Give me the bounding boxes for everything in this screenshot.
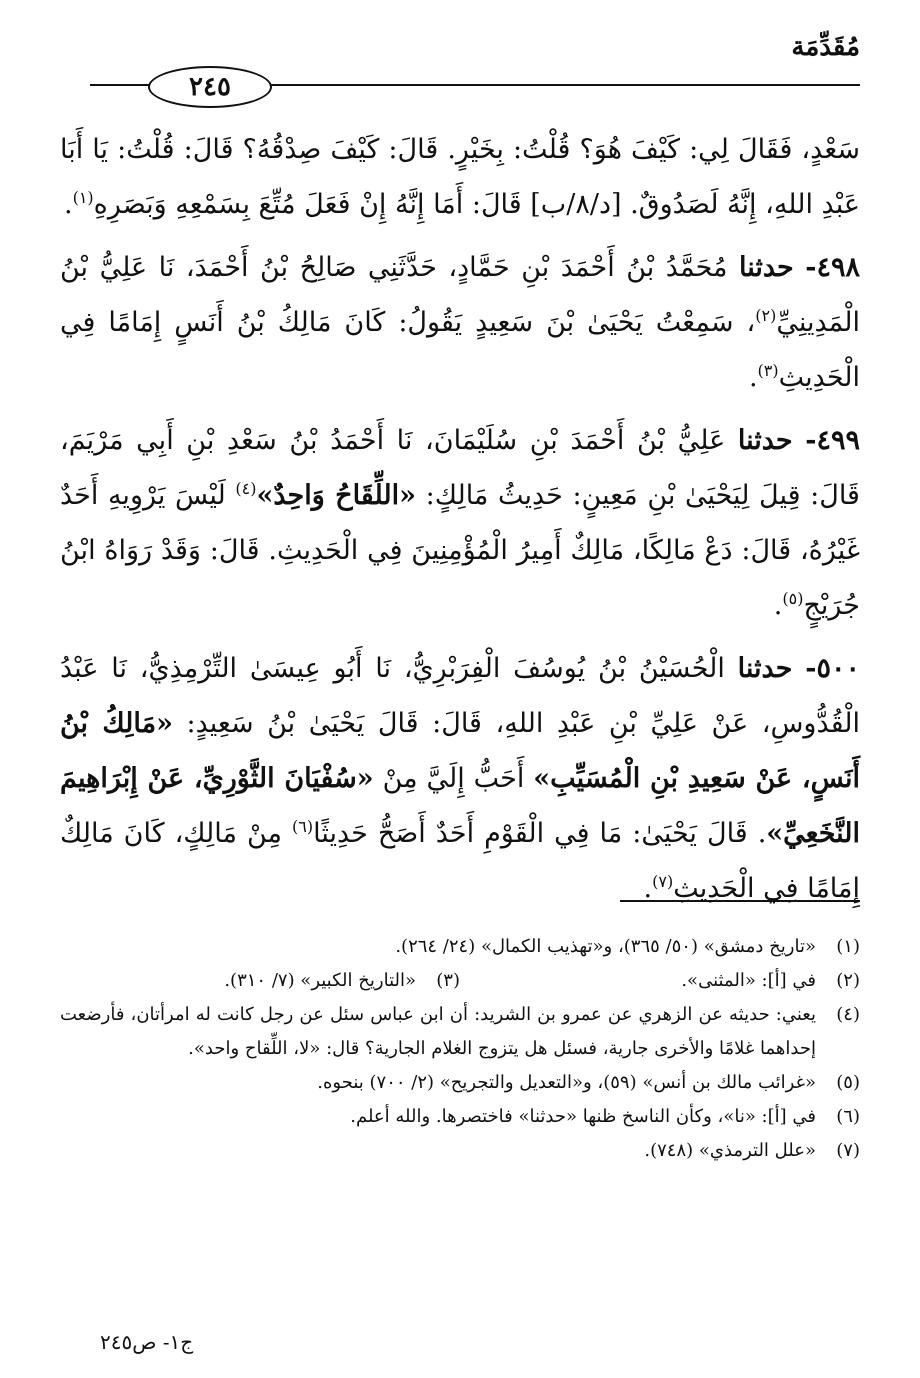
footnote-label: (٣) [436, 970, 460, 991]
hadith-499: ٤٩٩- حدثنا عَلِيُّ بْنُ أَحْمَدَ بْنِ سُلَيْمَانَ، نَا أَحْمَدُ بْنُ سَعْدِ بْنِ أَبِي مَرْيَمَ، قَالَ: قِيلَ لِيَحْيَىٰ بْنِ مَعِينٍ: حَدِيثُ مَالِكٍ: «اللِّقَاحُ وَاحِدٌ»$^{(٤)}$ لَيْسَ يَرْوِيهِ أَحَدٌ غَيْرُهُ، قَالَ: دَعْ مَالِكًا، مَالِكٌ أَمِيرُ الْمُؤْمِنِينَ فِي الْحَدِيثِ. قَالَ: وَقَدْ رَوَاهُ ابْنُ جُرَيْجٍ$^{(٥)}$. [60, 425, 860, 621]
footnote-text: «علل الترمذي» (٧٤٨). [644, 1140, 816, 1161]
hadith-number: ٤٩٩- [805, 425, 860, 456]
footnote-item [60, 1100, 860, 1134]
footnote-item [60, 1066, 860, 1100]
footnote-label: (٦) [836, 1106, 860, 1127]
footnote-separator [620, 900, 860, 902]
footnote-label: (١) [836, 936, 860, 957]
footnote-item [60, 930, 860, 964]
footnote-row [60, 964, 860, 998]
haddathana: حدثنا [737, 425, 793, 456]
footnotes [60, 930, 860, 1168]
hadith-number: ٥٠٠- [805, 653, 860, 684]
footnote-ref: (٢) [755, 306, 777, 325]
page-header [90, 28, 860, 108]
paragraph-continuation: سَعْدٍ، فَقَالَ لِي: كَيْفَ هُوَ؟ قُلْتُ: بِخَيْرٍ. قَالَ: كَيْفَ صِدْقُهُ؟ قَالَ: قُلْتُ: يَا أَبَا عَبْدِ اللهِ، إِنَّهُ لَصَدُوقٌ. [د/٨/ب] قَالَ: أَمَا إِنَّهُ إِنْ فَعَلَ مُتِّعَ بِسَمْعِهِ وَبَصَرِهِ$^{(١)}$. [60, 134, 860, 220]
hadith-498: ٤٩٨- حدثنا مُحَمَّدُ بْنُ أَحْمَدَ بْنِ حَمَّادٍ، حَدَّثَنِي صَالِحُ بْنُ أَحْمَدَ، نَا عَلِيُّ بْنُ الْمَدِينِيِّ$^{(٢)}$، سَمِعْتُ يَحْيَىٰ بْنَ سَعِيدٍ يَقُولُ: كَانَ مَالِكُ بْنُ أَنَسٍ إِمَامًا فِي الْحَدِيثِ$^{(٣)}$. [60, 252, 860, 393]
footnote-text: في [أ]: «المثنى». [681, 970, 816, 991]
haddathana: حدثنا [738, 252, 794, 283]
footnote-label: (٥) [836, 1072, 860, 1093]
footnote-text: «التاريخ الكبير» (٧/ ٣١٠). [224, 970, 416, 991]
printer-signature: ج١- ص٢٤٥ [100, 1330, 194, 1354]
page-number: ٢٤٥ [148, 66, 272, 108]
footnote-label: (٤) [836, 1004, 860, 1025]
footnote-label: (٧) [836, 1140, 860, 1161]
chapter-title: مُقَدِّمَة [791, 32, 860, 62]
main-text [60, 122, 860, 924]
footnote-ref: (١) [72, 188, 94, 207]
footnote-item [60, 998, 860, 1066]
quoted-chain: «سُفْيَانَ الثَّوْرِيِّ، عَنْ إِبْرَاهِيمَ النَّخَعِيِّ» [60, 763, 861, 849]
quoted-hadith: «اللِّقَاحُ وَاحِدٌ» [256, 480, 417, 511]
footnote-item [60, 964, 460, 998]
footnote-item [60, 1134, 860, 1168]
footnote-text: «تاريخ دمشق» (٥٠/ ٣٦٥)، و«تهذيب الكمال» (٢٤/ ٢٦٤). [395, 936, 816, 957]
quoted-chain: «مَالِكُ بْنُ أَنَسٍ، عَنْ سَعِيدِ بْنِ الْمُسَيِّبِ» [60, 708, 861, 794]
haddathana: حدثنا [737, 653, 793, 684]
footnote-text: يعني: حديثه عن الزهري عن عمرو بن الشريد: أن ابن عباس سئل عن رجل كانت له امرأتان، فأرضعت إحداهما غلامًا والأخرى جارية، فسئل هل يتزوج الغلام الجارية؟ قال: «لا، اللِّقاح واحد». [60, 1004, 816, 1059]
footnote-ref: (٥) [782, 589, 804, 608]
hadith-number: ٤٩٨- [805, 252, 860, 283]
footnote-ref: (٣) [757, 361, 779, 380]
footnote-ref: (٤) [235, 479, 257, 498]
footnote-text: «غرائب مالك بن أنس» (٥٩)، و«التعديل والتجريح» (٢/ ٧٠٠) بنحوه. [317, 1072, 816, 1093]
footnote-ref: (٦) [292, 817, 314, 836]
footnote-item [460, 964, 860, 998]
footnote-ref: (٧) [652, 872, 674, 891]
footnote-text: في [أ]: «نا»، وكأن الناسخ ظنها «حدثنا» فاختصرها. والله أعلم. [350, 1106, 816, 1127]
hadith-500: ٥٠٠- حدثنا الْحُسَيْنُ بْنُ يُوسُفَ الْفِرَبْرِيُّ، نَا أَبُو عِيسَىٰ التِّرْمِذِيُّ، نَا عَبْدُ الْقُدُّوسِ، عَنْ عَلِيِّ بْنِ عَبْدِ اللهِ، قَالَ: قَالَ يَحْيَىٰ بْنُ سَعِيدٍ: «مَالِكُ بْنُ أَنَسٍ، عَنْ سَعِيدِ بْنِ الْمُسَيِّبِ» أَحَبُّ إِلَيَّ مِنْ «سُفْيَانَ الثَّوْرِيِّ، عَنْ إِبْرَاهِيمَ النَّخَعِيِّ». قَالَ يَحْيَىٰ: مَا فِي الْقَوْمِ أَحَدٌ أَصَحُّ حَدِيثًا$^{(٦)}$ مِنْ مَالِكٍ، كَانَ مَالِكٌ إِمَامًا فِي الْحَدِيثِ$^{(٧)}$. [60, 653, 861, 904]
footnote-label: (٢) [836, 970, 860, 991]
